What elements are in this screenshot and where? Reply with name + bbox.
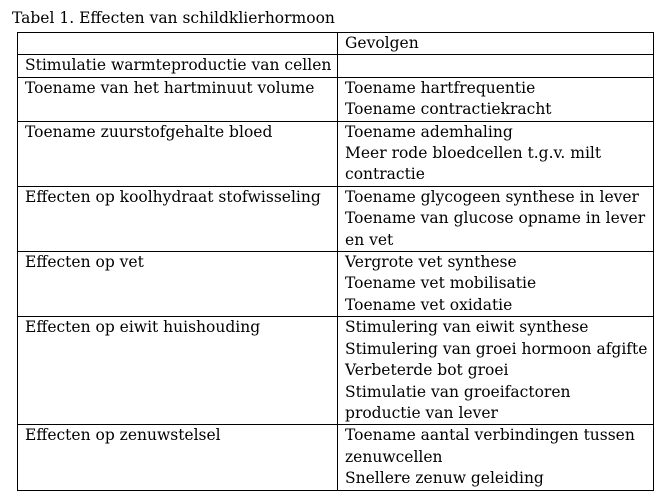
effect-text: Stimulatie warmteproductie van cellen — [25, 56, 332, 75]
consequence-item: Toename ademhaling — [345, 122, 513, 141]
consequences-cell — [338, 252, 654, 317]
consequence-item: Vergrote vet synthese — [345, 253, 517, 272]
consequence-item: Stimulatie van groeifactoren productie van lever — [345, 382, 571, 422]
table-header-row — [18, 33, 654, 55]
effect-cell — [18, 186, 338, 251]
consequence-item: Toename hartfrequentie — [345, 78, 536, 97]
table-row — [18, 186, 654, 251]
table-caption: Tabel 1. Effecten van schildklierhormoon — [12, 9, 335, 27]
consequences-cell — [338, 425, 654, 490]
effect-cell — [18, 425, 338, 490]
consequence-item: Toename contractiekracht — [345, 100, 552, 119]
consequences-cell — [338, 77, 654, 121]
consequence-item: Toename glycogeen synthese in lever — [345, 187, 639, 206]
consequence-item: Toename vet oxidatie — [345, 295, 513, 314]
table-row — [18, 425, 654, 490]
consequence-item: Meer rode bloedcellen t.g.v. milt contractie — [345, 144, 602, 184]
table-row — [18, 77, 654, 121]
consequence-item: Toename aantal verbindingen tussen zenuwcellen — [345, 426, 635, 466]
effect-text: Effecten op vet — [25, 253, 144, 272]
effect-text: Toename zuurstofgehalte bloed — [25, 122, 273, 141]
consequence-item: Verbeterde bot groei — [345, 361, 509, 380]
consequence-item: Snellere zenuw geleiding — [345, 469, 544, 488]
consequences-cell — [338, 121, 654, 186]
effect-text: Toename van het hartminuut volume — [25, 78, 315, 97]
effects-table — [17, 32, 654, 491]
effect-cell — [18, 55, 338, 77]
effect-cell — [18, 252, 338, 317]
consequence-item: Stimulering van eiwit synthese — [345, 318, 589, 337]
header-cell-effect — [18, 33, 338, 55]
effect-text: Effecten op eiwit huishouding — [25, 318, 261, 337]
consequence-item: Stimulering van groei hormoon afgifte — [345, 339, 648, 358]
table-row — [18, 121, 654, 186]
effect-text: Effecten op koolhydraat stofwisseling — [25, 187, 321, 206]
effect-cell — [18, 121, 338, 186]
table-row — [18, 55, 654, 77]
consequence-item: Toename vet mobilisatie — [345, 274, 537, 293]
consequences-cell — [338, 55, 654, 77]
consequences-cell — [338, 186, 654, 251]
table-row — [18, 317, 654, 425]
effect-cell — [18, 77, 338, 121]
table-row — [18, 252, 654, 317]
consequences-cell — [338, 317, 654, 425]
effect-cell — [18, 317, 338, 425]
effect-text: Effecten op zenuwstelsel — [25, 426, 221, 445]
consequence-item: Toename van glucose opname in lever en vet — [345, 209, 646, 249]
header-cell-gevolgen: Gevolgen — [338, 33, 654, 55]
